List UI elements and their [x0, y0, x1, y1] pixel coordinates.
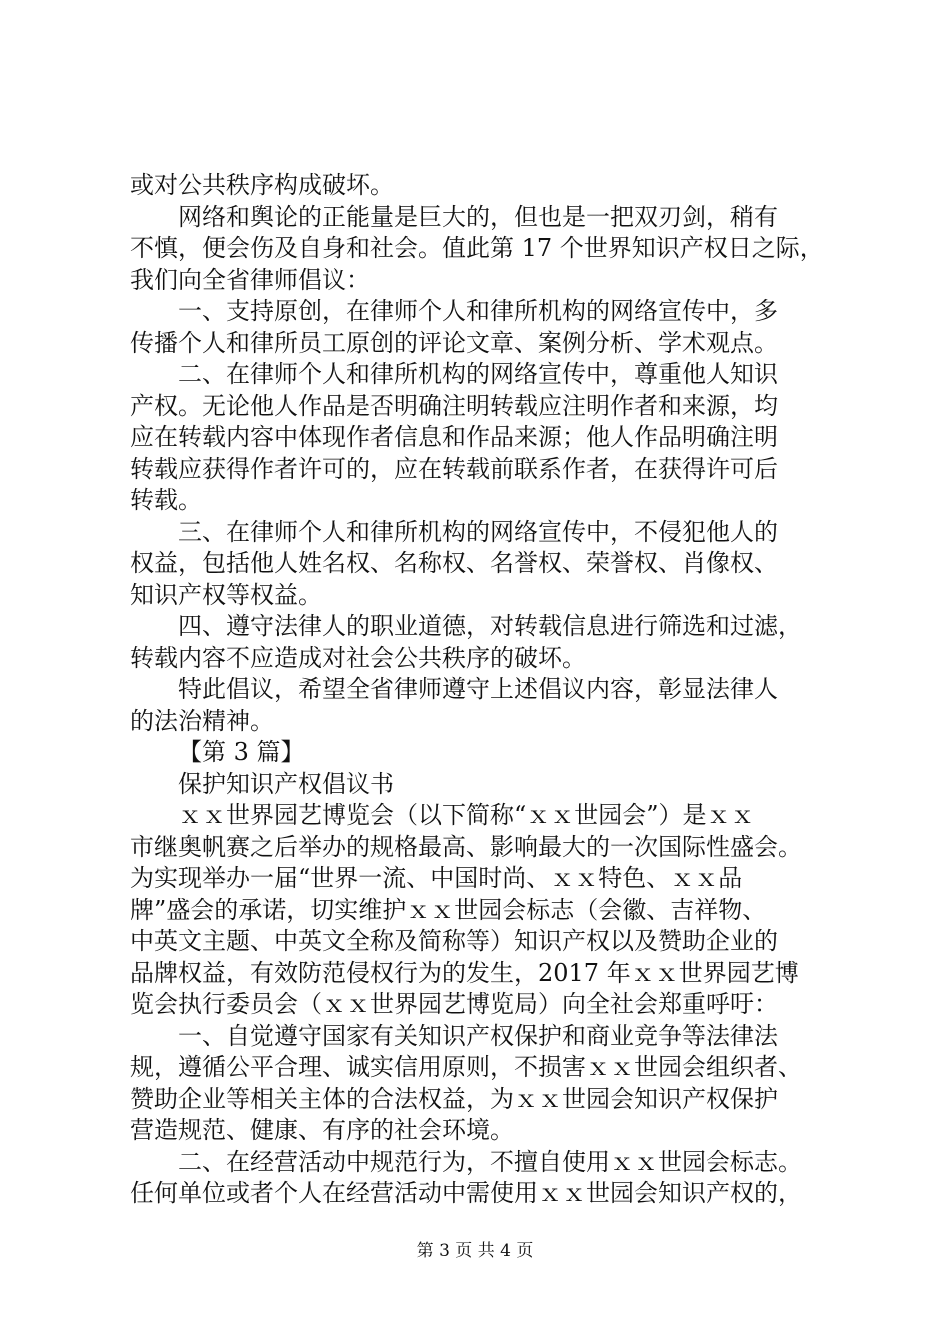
text-line: 产权。无论他人作品是否明确注明转载应注明作者和来源，均 [130, 391, 778, 420]
text-line: 不慎，便会伤及自身和社会。值此第 17 个世界知识产权日之际， [130, 234, 824, 262]
text-line: 规，遵循公平合理、诚实信用原则，不损害ｘｘ世园会组织者、 [130, 1053, 802, 1081]
text-line: 转载内容不应造成对社会公共秩序的破坏。 [130, 643, 586, 672]
text-line: 我们向全省律师倡议： [130, 265, 370, 294]
page-footer [0, 1240, 950, 1262]
page-number: 第 3 页 共 4 页 [416, 1241, 534, 1261]
text-line: 览会执行委员会（ｘｘ世界园艺博览局）向全社会郑重呼吁： [130, 990, 778, 1018]
section-heading: 【第 3 篇】 [178, 738, 305, 766]
text-line: 转载应获得作者许可的，应在转载前联系作者，在获得许可后 [130, 454, 778, 483]
paragraph-start-line: 特此倡议，希望全省律师遵守上述倡议内容，彰显法律人 [178, 675, 778, 703]
text-line: 知识产权等权益。 [130, 580, 322, 609]
text-line: 市继奥帆赛之后举办的规格最高、影响最大的一次国际性盛会。 [130, 832, 802, 861]
text-line: 传播个人和律所员工原创的评论文章、案例分析、学术观点。 [130, 328, 778, 357]
paragraph-start-line: 四、遵守法律人的职业道德，对转载信息进行筛选和过滤， [178, 612, 802, 640]
text-line: 或对公共秩序构成破坏。 [130, 171, 394, 199]
paragraph-start-line: 一、支持原创，在律师个人和律所机构的网络宣传中，多 [178, 297, 778, 325]
text-line: 的法治精神。 [130, 706, 274, 735]
paragraph-start-line: 一、自觉遵守国家有关知识产权保护和商业竞争等法律法 [178, 1021, 778, 1050]
text-line: 牌”盛会的承诺，切实维护ｘｘ世园会标志（会徽、吉祥物、 [130, 895, 767, 924]
paragraph-start-line: 二、在经营活动中规范行为，不擅自使用ｘｘ世园会标志。 [178, 1147, 802, 1176]
text-line: 赞助企业等相关主体的合法权益，为ｘｘ世园会知识产权保护 [130, 1084, 778, 1113]
paragraph-start-line: 网络和舆论的正能量是巨大的，但也是一把双刃剑，稍有 [178, 202, 778, 231]
text-line: 转载。 [130, 486, 202, 514]
paragraph-start-line: 二、在律师个人和律所机构的网络宣传中，尊重他人知识 [178, 360, 778, 388]
document-body [130, 170, 835, 1210]
text-line: 营造规范、健康、有序的社会环境。 [130, 1116, 514, 1144]
text-line: 品牌权益，有效防范侵权行为的发生，2017 年ｘｘ世界园艺博 [130, 958, 799, 987]
document-title: 保护知识产权倡议书 [178, 769, 394, 798]
paragraph-start-line: ｘｘ世界园艺博览会（以下简称“ｘｘ世园会”）是ｘｘ [178, 801, 755, 829]
text-line: 应在转载内容中体现作者信息和作品来源；他人作品明确注明 [130, 423, 778, 451]
text-line: 为实现举办一届“世界一流、中国时尚、ｘｘ特色、ｘｘ品 [130, 864, 743, 892]
paragraph-start-line: 三、在律师个人和律所机构的网络宣传中，不侵犯他人的 [178, 517, 778, 546]
text-line: 中英文主题、中英文全称及简称等）知识产权以及赞助企业的 [130, 927, 778, 955]
text-line: 权益，包括他人姓名权、名称权、名誉权、荣誉权、肖像权、 [130, 549, 778, 577]
text-line: 任何单位或者个人在经营活动中需使用ｘｘ世园会知识产权的， [130, 1179, 802, 1207]
